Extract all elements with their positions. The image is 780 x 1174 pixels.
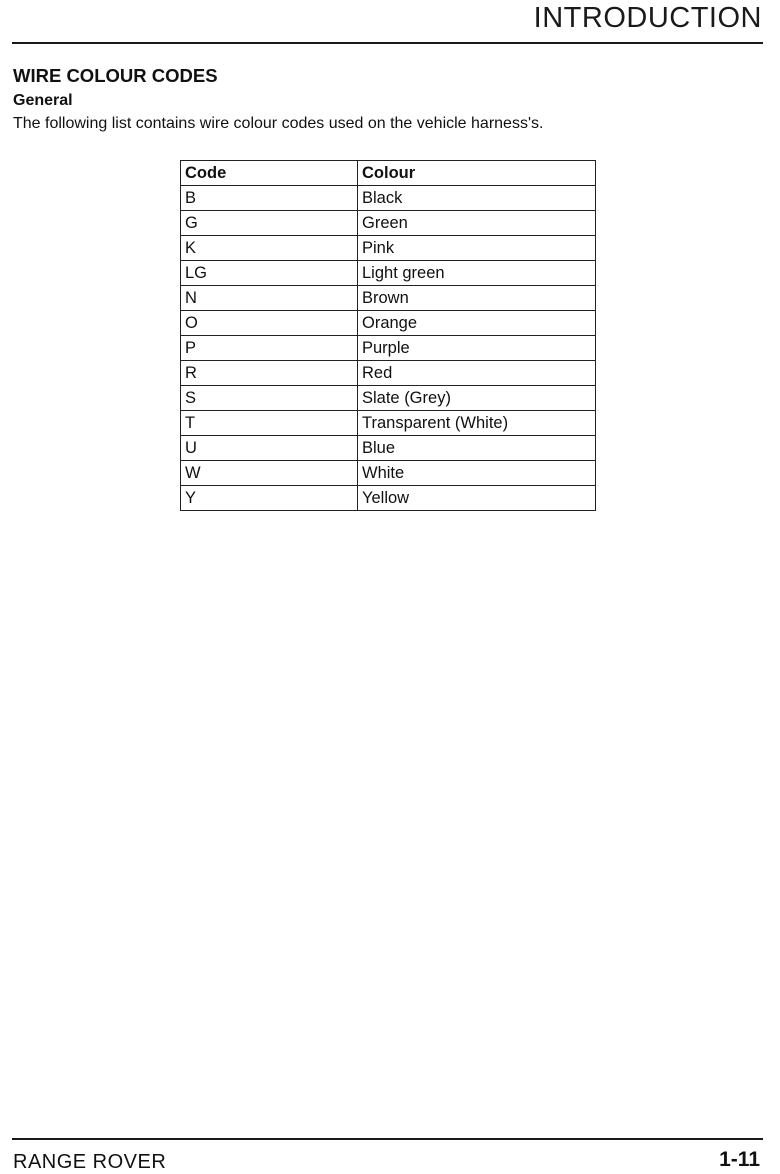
code-cell: S (181, 386, 358, 411)
code-cell: N (181, 286, 358, 311)
footer-rule (12, 1138, 763, 1140)
table-row (181, 286, 596, 311)
table-row (181, 411, 596, 436)
table-row (181, 186, 596, 211)
column-header-colour: Colour (358, 161, 596, 186)
sub-heading: General (13, 92, 73, 109)
colour-cell: White (358, 461, 596, 486)
colour-cell: Orange (358, 311, 596, 336)
code-cell: P (181, 336, 358, 361)
colour-cell: Yellow (358, 486, 596, 511)
table-row (181, 236, 596, 261)
colour-cell: Red (358, 361, 596, 386)
colour-cell: Transparent (White) (358, 411, 596, 436)
table-row (181, 386, 596, 411)
code-cell: U (181, 436, 358, 461)
code-cell: B (181, 186, 358, 211)
header-rule (12, 42, 763, 44)
code-cell: R (181, 361, 358, 386)
colour-cell: Light green (358, 261, 596, 286)
table-header-row (181, 161, 596, 186)
section-heading: WIRE COLOUR CODES (13, 65, 218, 86)
code-cell: O (181, 311, 358, 336)
code-cell: Y (181, 486, 358, 511)
code-cell: T (181, 411, 358, 436)
table-row (181, 311, 596, 336)
table-row (181, 461, 596, 486)
intro-paragraph: The following list contains wire colour codes used on the vehicle harness's. (13, 115, 544, 132)
code-cell: G (181, 211, 358, 236)
code-cell: W (181, 461, 358, 486)
table-row (181, 211, 596, 236)
wire-colour-table (180, 160, 596, 511)
colour-cell: Brown (358, 286, 596, 311)
code-cell: LG (181, 261, 358, 286)
colour-cell: Purple (358, 336, 596, 361)
table-row (181, 361, 596, 386)
table-row (181, 261, 596, 286)
colour-cell: Blue (358, 436, 596, 461)
page-number: 1-11 (719, 1148, 760, 1171)
colour-cell: Pink (358, 236, 596, 261)
table-row (181, 486, 596, 511)
colour-cell: Green (358, 211, 596, 236)
column-header-code: Code (181, 161, 358, 186)
code-cell: K (181, 236, 358, 261)
table-row (181, 436, 596, 461)
colour-cell: Black (358, 186, 596, 211)
table-row (181, 336, 596, 361)
footer-title: RANGE ROVER (13, 1151, 167, 1173)
chapter-title: INTRODUCTION (533, 2, 762, 34)
colour-cell: Slate (Grey) (358, 386, 596, 411)
